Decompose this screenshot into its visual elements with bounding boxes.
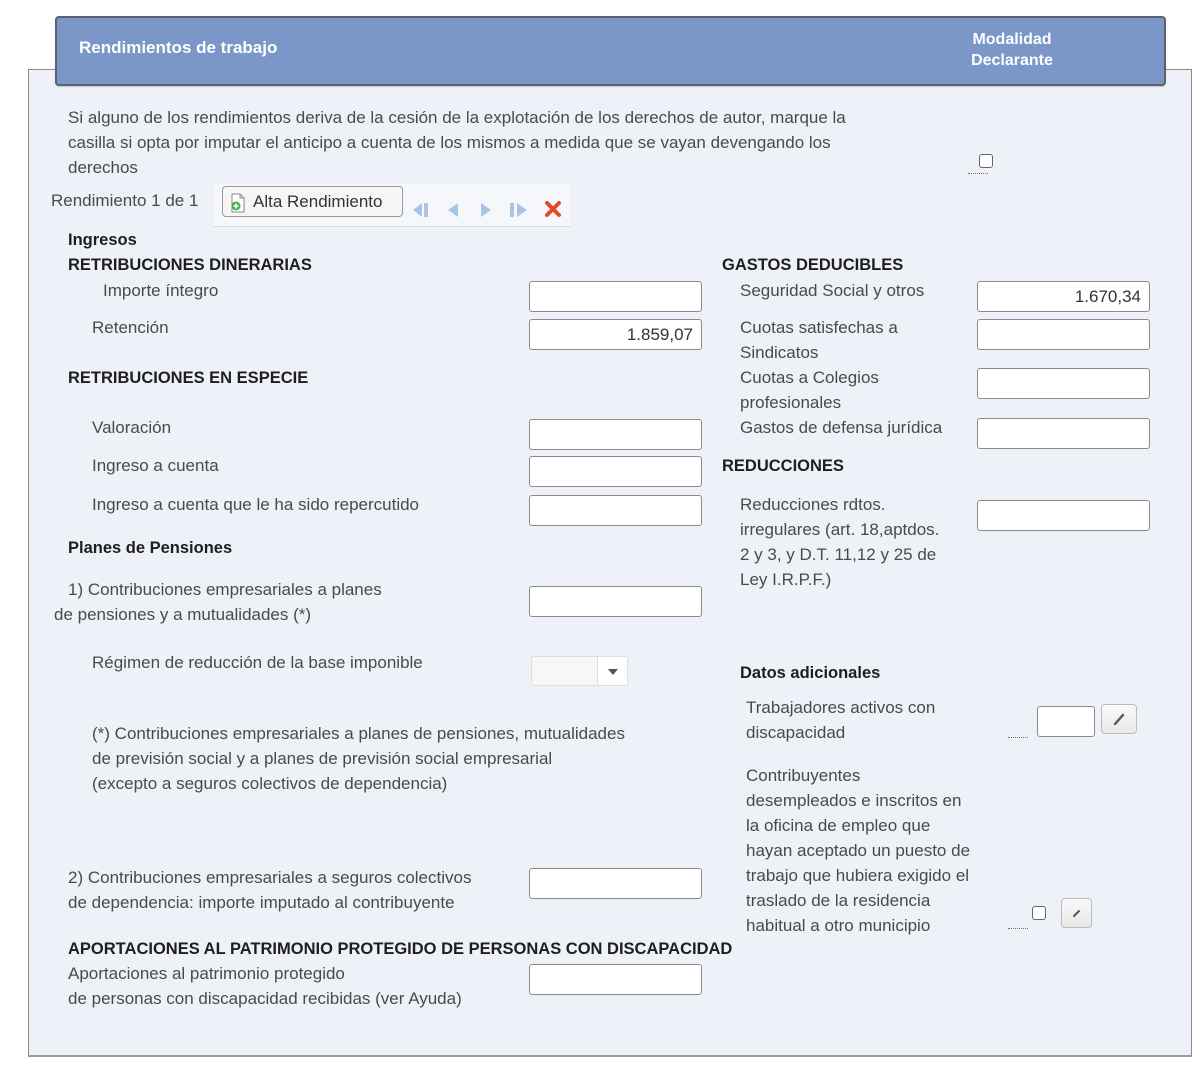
- ingreso-cuenta-input[interactable]: [529, 456, 702, 487]
- reducciones-heading: REDUCCIONES: [722, 457, 844, 475]
- previous-record-icon[interactable]: [446, 202, 460, 223]
- ingreso-cuenta-label: Ingreso a cuenta: [92, 456, 219, 475]
- regimen-reduccion-label: Régimen de reducción de la base imponible: [92, 653, 423, 672]
- modalidad-label: Modalidad: [972, 31, 1052, 48]
- desempleados-checkbox[interactable]: [1032, 906, 1046, 920]
- add-document-icon: [229, 193, 247, 222]
- label-line: discapacidad: [746, 723, 846, 742]
- section-header: [55, 16, 1166, 86]
- contribuciones-planes-input[interactable]: [529, 586, 702, 617]
- cuotas-colegios-label: [740, 365, 879, 415]
- intro-line: casilla si opta por imputar el anticipo a cuenta de los mismos a medida que se vayan devengando los: [68, 133, 831, 152]
- importe-integro-input[interactable]: [529, 281, 702, 312]
- note-line: (excepto a seguros colectivos de dependencia): [92, 774, 448, 793]
- declarante-label: Declarante: [971, 52, 1053, 69]
- record-counter: Rendimiento 1 de 1: [51, 191, 199, 210]
- label-line: desempleados e inscritos en: [746, 791, 962, 810]
- patrimonio-protegido-label: [68, 961, 462, 1011]
- chevron-down-icon[interactable]: [597, 657, 627, 685]
- gastos-deducibles-heading: GASTOS DEDUCIBLES: [722, 256, 904, 274]
- ingresos-heading: Ingresos: [68, 231, 137, 249]
- pencil-icon: [1112, 712, 1126, 726]
- label-line: profesionales: [740, 393, 842, 412]
- patrimonio-protegido-input[interactable]: [529, 964, 702, 995]
- label-line: Sindicatos: [740, 343, 819, 362]
- cuotas-colegios-input[interactable]: [977, 368, 1150, 399]
- trabajadores-discapacidad-input[interactable]: [1037, 706, 1095, 737]
- label-line: 2 y 3, y D.T. 11,12 y 25 de: [740, 545, 937, 564]
- label-line: de personas con discapacidad recibidas (ver Ayuda): [68, 989, 462, 1008]
- valoracion-input[interactable]: [529, 419, 702, 450]
- trabajadores-discapacidad-label: [746, 695, 935, 745]
- seguridad-social-label: Seguridad Social y otros: [740, 281, 925, 300]
- label-line: traslado de la residencia: [746, 891, 931, 910]
- next-record-icon[interactable]: [479, 202, 493, 223]
- label-line: 1) Contribuciones empresariales a planes: [68, 580, 382, 599]
- cuotas-sindicatos-input[interactable]: [977, 319, 1150, 350]
- label-line: la oficina de empleo que: [746, 816, 931, 835]
- delete-record-icon[interactable]: [544, 200, 562, 223]
- label-line: Reducciones rdtos.: [740, 495, 886, 514]
- contribuciones-seguros-input[interactable]: [529, 868, 702, 899]
- first-record-icon[interactable]: [410, 202, 430, 223]
- seguridad-social-input[interactable]: [977, 281, 1150, 312]
- cuotas-sindicatos-label: [740, 315, 898, 365]
- label-line: trabajo que hubiera exigido el: [746, 866, 970, 885]
- edit-desempleados-button[interactable]: [1061, 898, 1092, 928]
- label-line: hayan aceptado un puesto de: [746, 841, 971, 860]
- intro-line: derechos: [68, 158, 138, 177]
- defensa-juridica-input[interactable]: [977, 418, 1150, 449]
- derechos-autor-checkbox[interactable]: [979, 154, 993, 168]
- label-line: Contribuyentes: [746, 766, 861, 785]
- label-line: de dependencia: importe imputado al contribuyente: [68, 893, 455, 912]
- patrimonio-protegido-heading: APORTACIONES AL PATRIMONIO PROTEGIDO DE PERSONAS CON DISCAPACIDAD: [68, 940, 733, 958]
- retribuciones-dinerarias-heading: RETRIBUCIONES DINERARIAS: [68, 256, 312, 274]
- retencion-input[interactable]: [529, 319, 702, 350]
- defensa-juridica-label: Gastos de defensa jurídica: [740, 418, 943, 437]
- intro-line: Si alguno de los rendimientos deriva de la cesión de la explotación de los derechos de autor, marque la: [68, 108, 846, 127]
- pencil-icon: [1071, 907, 1083, 919]
- note-line: de previsión social y a planes de previsión social empresarial: [92, 749, 553, 768]
- label-line: Cuotas satisfechas a: [740, 318, 898, 337]
- label-line: de pensiones y a mutualidades (*): [54, 605, 312, 624]
- label-line: Ley I.R.P.F.): [740, 570, 832, 589]
- label-line: 2) Contribuciones empresariales a seguros colectivos: [68, 868, 472, 887]
- dotted-marker: [1008, 737, 1028, 738]
- label-line: Trabajadores activos con: [746, 698, 936, 717]
- dotted-marker: [1008, 928, 1028, 929]
- regimen-reduccion-select[interactable]: [531, 656, 628, 686]
- alta-rendimiento-label: Alta Rendimiento: [253, 192, 383, 211]
- label-line: habitual a otro municipio: [746, 916, 931, 935]
- alta-rendimiento-button[interactable]: [222, 186, 403, 217]
- note-line: (*) Contribuciones empresariales a planes de pensiones, mutualidades: [92, 724, 625, 743]
- edit-trabajadores-button[interactable]: [1101, 704, 1137, 734]
- contribuciones-planes-label: [54, 577, 382, 627]
- valoracion-label: Valoración: [92, 418, 172, 437]
- contribuciones-seguros-label: [68, 865, 471, 915]
- label-line: irregulares (art. 18,aptdos.: [740, 520, 940, 539]
- reducciones-irregulares-input[interactable]: [977, 500, 1150, 531]
- retencion-label: Retención: [92, 318, 169, 337]
- reducciones-irregulares-label: [740, 492, 939, 592]
- planes-pensiones-heading: Planes de Pensiones: [68, 539, 233, 557]
- label-line: Cuotas a Colegios: [740, 368, 879, 387]
- label-line: Aportaciones al patrimonio protegido: [68, 964, 345, 983]
- importe-integro-label: Importe íntegro: [103, 281, 219, 300]
- intro-text: [68, 105, 846, 180]
- last-record-icon[interactable]: [509, 202, 529, 223]
- ingreso-repercutido-input[interactable]: [529, 495, 702, 526]
- datos-adicionales-heading: Datos adicionales: [740, 664, 881, 682]
- modalidad-column-header: [937, 29, 1087, 71]
- dotted-marker: [968, 173, 988, 174]
- section-title: Rendimientos de trabajo: [79, 38, 278, 57]
- desempleados-label: [746, 763, 970, 938]
- ingreso-repercutido-label: Ingreso a cuenta que le ha sido repercutido: [92, 495, 420, 514]
- retribuciones-especie-heading: RETRIBUCIONES EN ESPECIE: [68, 369, 309, 387]
- contribuciones-note: [92, 721, 625, 796]
